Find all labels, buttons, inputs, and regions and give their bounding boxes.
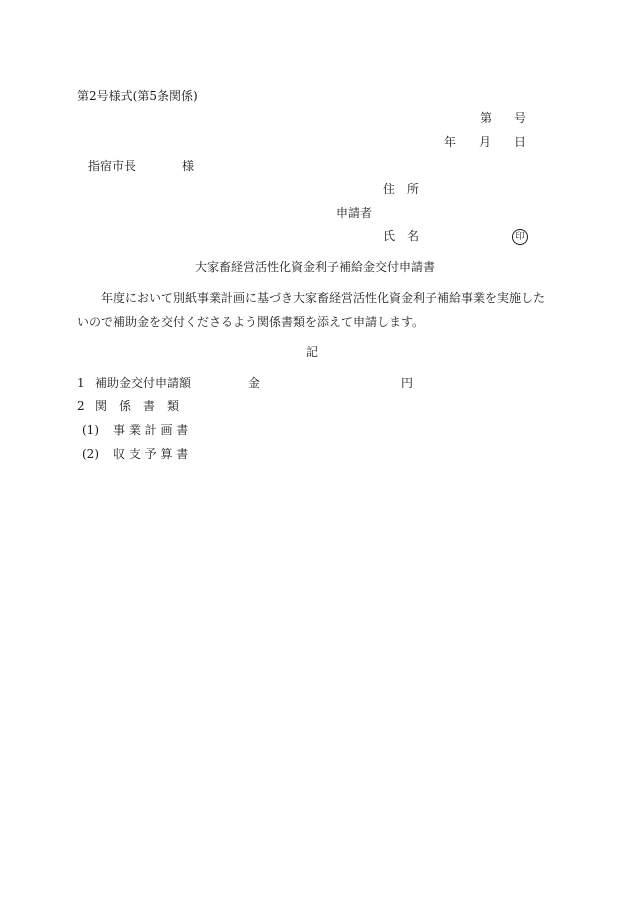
item-2-number: 2 — [77, 399, 85, 413]
item-1-label: 補助金交付申請額 — [95, 376, 192, 390]
seal-mark: 印 — [512, 229, 528, 245]
doc-number-dai: 第 — [480, 111, 493, 125]
applicant-name-label: 氏 名 — [383, 229, 420, 243]
item-1-kin: 金 — [248, 376, 261, 390]
addressee-name: 指宿市長 — [88, 159, 137, 173]
sub-item-1-number: (1) — [82, 423, 99, 437]
body-line-2: いので補助金を交付くださるよう関係書類を添えて申請します。 — [77, 315, 425, 329]
item-2-label: 関 係 書 類 — [95, 399, 180, 413]
doc-number-go: 号 — [514, 111, 527, 125]
applicant-title: 申請者 — [336, 206, 373, 220]
sub-item-2-label: 収 支 予 算 書 — [113, 447, 189, 461]
document-title: 大家畜経営活性化資金利子補給金交付申請書 — [195, 260, 436, 274]
sub-item-2-number: (2) — [82, 447, 99, 461]
body-line-1: 年度において別紙事業計画に基づき大家畜経営活性化資金利子補給事業を実施した — [77, 291, 546, 305]
date-day: 日 — [514, 135, 527, 149]
applicant-address-label: 住 所 — [383, 182, 420, 196]
item-1-yen: 円 — [401, 376, 414, 390]
sub-item-1-label: 事 業 計 画 書 — [113, 423, 189, 437]
ki-heading: 記 — [306, 345, 319, 359]
date-month: 月 — [479, 135, 492, 149]
addressee-honorific: 様 — [182, 159, 195, 173]
form-label: 第2号様式(第5条関係) — [77, 89, 198, 103]
item-1-number: 1 — [77, 376, 85, 390]
date-year: 年 — [444, 135, 457, 149]
